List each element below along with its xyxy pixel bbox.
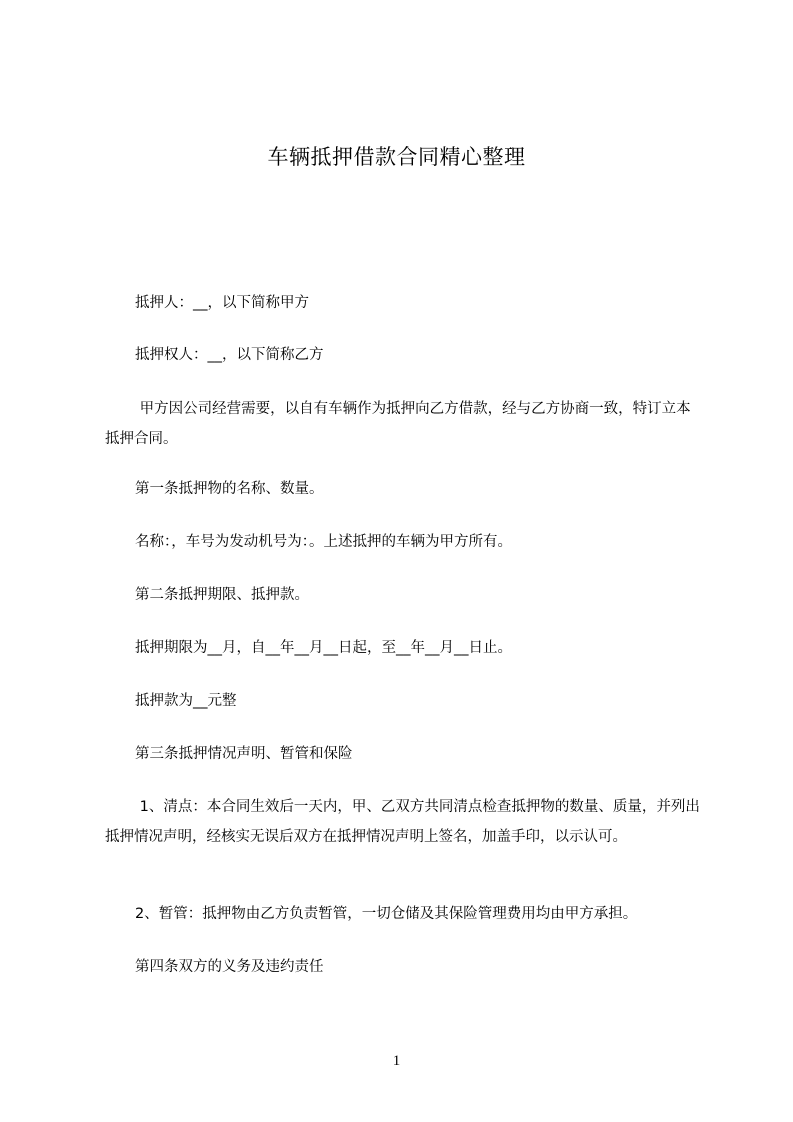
article-four-heading: 第四条双方的义务及违约责任 <box>135 959 324 975</box>
pledgee-line: 抵押权人：__，以下简称乙方 <box>135 347 324 363</box>
pledge-term: 抵押期限为__月，自__年__月__日起，至__年__月__日止。 <box>135 640 512 656</box>
document-title: 车辆抵押借款合同精心整理 <box>267 145 526 169</box>
article-one-content: 名称：，车号为发动机号为：。上述抵押的车辆为甲方所有。 <box>135 534 512 550</box>
article-three-heading: 第三条抵押情况声明、暂管和保险 <box>135 746 353 762</box>
page-number: 1 <box>392 1053 401 1069</box>
inventory-clause: 1、清点：本合同生效后一天内，甲、乙双方共同清点检查抵押物的数量、质量，并列出抵押情况声明，经核实无误后双方在抵押情况声明上签名，加盖手印，以示认可。 <box>105 799 700 845</box>
custody-clause: 2、暂管：抵押物由乙方负责暂管，一切仓储及其保险管理费用均由甲方承担。 <box>135 906 638 922</box>
article-two-heading: 第二条抵押期限、抵押款。 <box>135 587 309 603</box>
preamble-paragraph: 甲方因公司经营需要，以自有车辆作为抵押向乙方借款，经与乙方协商一致，特订立本抵押合同。 <box>105 401 691 447</box>
pledgor-line: 抵押人：__，以下简称甲方 <box>135 295 309 311</box>
pledge-amount: 抵押款为__元整 <box>135 693 237 709</box>
article-one-heading: 第一条抵押物的名称、数量。 <box>135 481 324 497</box>
